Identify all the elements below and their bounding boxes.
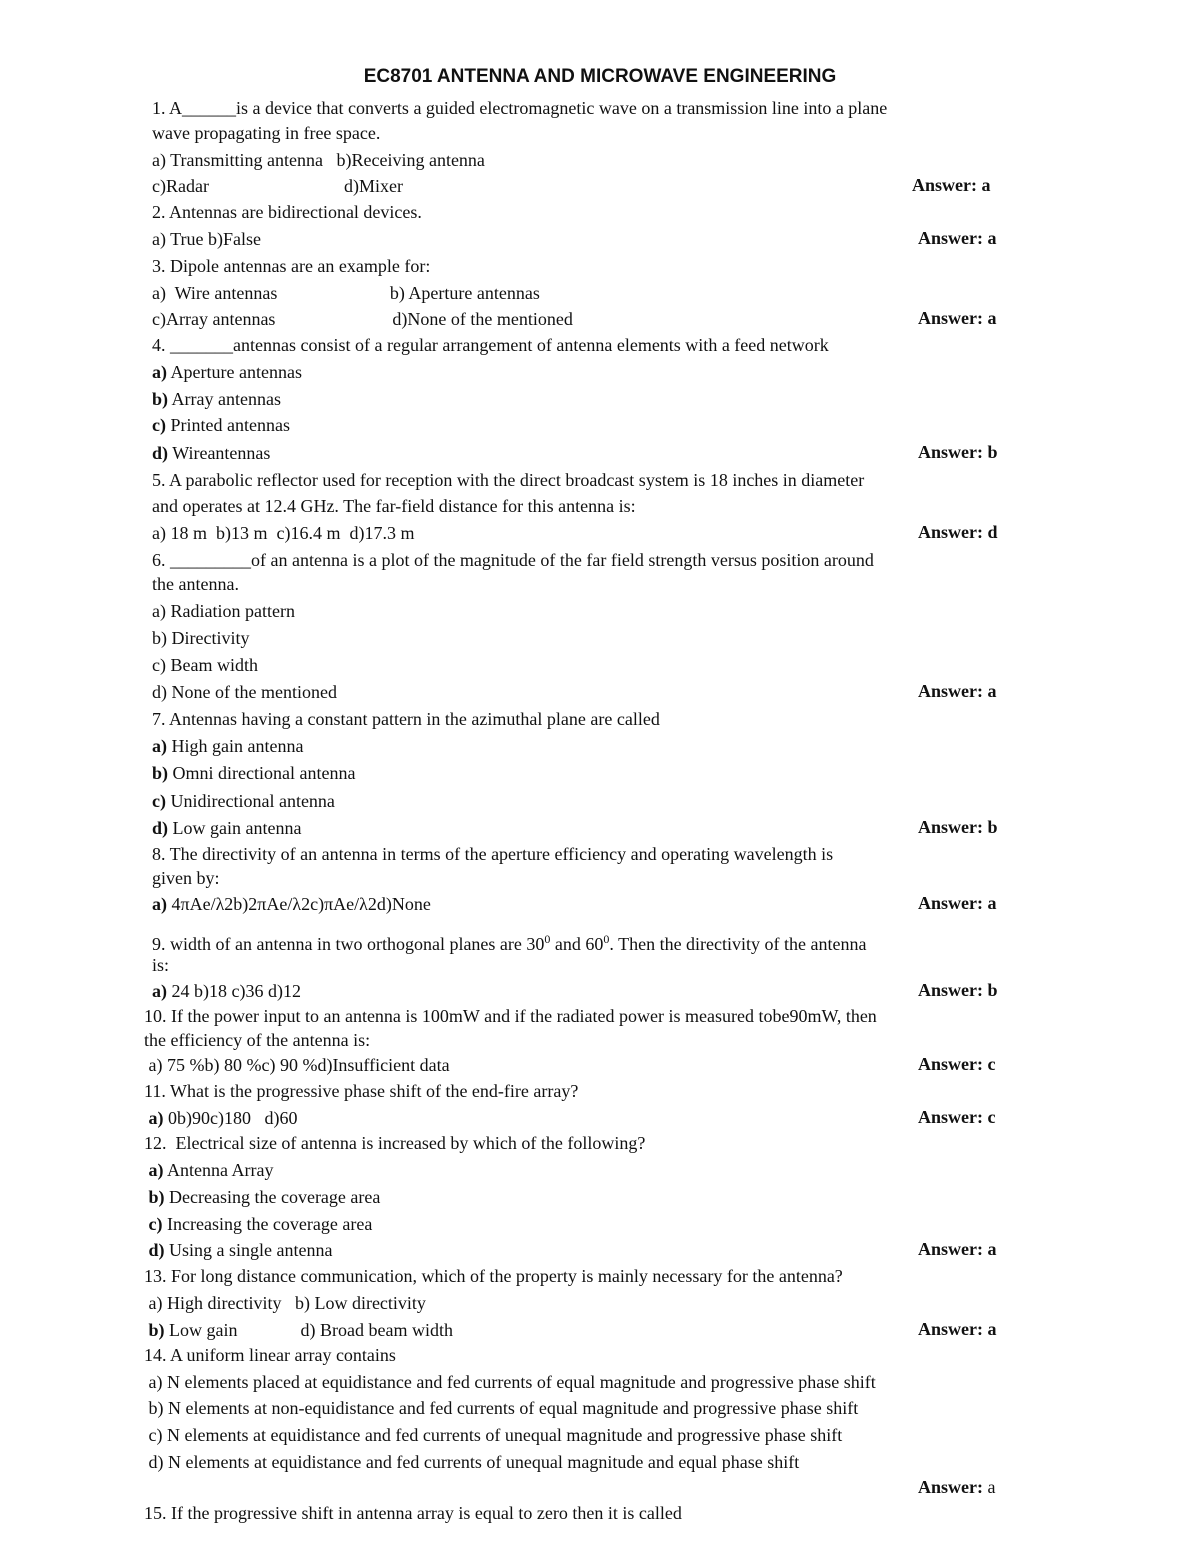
question-14: 14. A uniform linear array contains bbox=[144, 1345, 396, 1365]
question-11: 11. What is the progressive phase shift of the end-fire array? bbox=[144, 1081, 579, 1101]
question-7: 7. Antennas having a constant pattern in the azimuthal plane are called bbox=[152, 709, 660, 729]
q7-option-d: d) Low gain antenna bbox=[152, 818, 302, 838]
q8-answer: Answer: a bbox=[918, 893, 997, 913]
q14-option-c: c) N elements at equidistance and fed currents of unequal magnitude and progressive phase shift bbox=[144, 1425, 843, 1445]
question-5: 5. A parabolic reflector used for reception with the direct broadcast system is 18 inches in diameter bbox=[152, 470, 865, 490]
q4-option-b: b) Array antennas bbox=[152, 389, 281, 409]
question-8-cont: given by: bbox=[152, 868, 220, 888]
q6-option-c: c) Beam width bbox=[152, 655, 258, 675]
q1-answer: Answer: a bbox=[912, 175, 991, 195]
q6-option-a: a) Radiation pattern bbox=[152, 601, 295, 621]
q6-option-b: b) Directivity bbox=[152, 628, 250, 648]
q4-option-a: a) Aperture antennas bbox=[152, 362, 302, 382]
question-10-cont: the efficiency of the antenna is: bbox=[144, 1030, 371, 1050]
q13-options-1: a) High directivity b) Low directivity bbox=[144, 1293, 426, 1313]
question-10: 10. If the power input to an antenna is 100mW and if the radiated power is measured tobe90mW, then bbox=[144, 1006, 877, 1026]
q11-options: a) 0b)90c)180 d)60 bbox=[144, 1108, 298, 1128]
q8-options: a) 4πAe/λ2b)2πAe/λ2c)πAe/λ2d)None bbox=[152, 894, 431, 914]
q7-answer: Answer: b bbox=[918, 817, 998, 837]
question-6: 6. _________of an antenna is a plot of the magnitude of the far field strength versus position around bbox=[152, 550, 874, 570]
q14-option-b: b) N elements at non-equidistance and fed currents of equal magnitude and progressive phase shift bbox=[144, 1398, 859, 1418]
q5-options: a) 18 m b)13 m c)16.4 m d)17.3 m bbox=[152, 523, 415, 543]
q11-answer: Answer: c bbox=[918, 1107, 996, 1127]
q13-options-2: b) Low gain d) Broad beam width bbox=[144, 1320, 453, 1340]
question-8: 8. The directivity of an antenna in terms of the aperture efficiency and operating wavelength is bbox=[152, 844, 834, 864]
q12-option-a: a) Antenna Array bbox=[144, 1160, 274, 1180]
q9-answer: Answer: b bbox=[918, 980, 998, 1000]
question-5-cont: and operates at 12.4 GHz. The far-field distance for this antenna is: bbox=[152, 496, 636, 516]
question-1-cont: wave propagating in free space. bbox=[152, 123, 381, 143]
question-9-cont: is: bbox=[152, 955, 170, 975]
q2-answer: Answer: a bbox=[918, 228, 997, 248]
question-13: 13. For long distance communication, which of the property is mainly necessary for the antenna? bbox=[144, 1266, 843, 1286]
q3-options-1: a) Wire antennas b) Aperture antennas bbox=[152, 283, 540, 303]
q7-option-a: a) High gain antenna bbox=[152, 736, 304, 756]
q3-options-2: c)Array antennas d)None of the mentioned bbox=[152, 309, 573, 329]
q2-options: a) True b)False bbox=[152, 229, 261, 249]
q12-option-d: d) Using a single antenna bbox=[144, 1240, 333, 1260]
q4-option-d: d) Wireantennas bbox=[152, 443, 271, 463]
q4-answer: Answer: b bbox=[918, 442, 998, 462]
question-9: 9. width of an antenna in two orthogonal planes are $30^0$ and $60^0$. Then the directivity of the antenna bbox=[152, 932, 867, 954]
q7-option-b: b) Omni directional antenna bbox=[152, 763, 356, 783]
q6-option-d: d) None of the mentioned bbox=[152, 682, 337, 702]
q12-answer: Answer: a bbox=[918, 1239, 997, 1259]
q14-option-d: d) N elements at equidistance and fed currents of unequal magnitude and equal phase shift bbox=[144, 1452, 800, 1472]
q14-option-a: a) N elements placed at equidistance and fed currents of equal magnitude and progressive phase shift bbox=[144, 1372, 876, 1392]
question-6-cont: the antenna. bbox=[152, 574, 239, 594]
q10-options: a) 75 %b) 80 %c) 90 %d)Insufficient data bbox=[144, 1055, 450, 1075]
question-4: 4. _______antennas consist of a regular arrangement of antenna elements with a feed network bbox=[152, 335, 829, 355]
page-title: EC8701 ANTENNA AND MICROWAVE ENGINEERING bbox=[363, 66, 837, 87]
question-15: 15. If the progressive shift in antenna array is equal to zero then it is called bbox=[144, 1503, 682, 1523]
q13-answer: Answer: a bbox=[918, 1319, 997, 1339]
question-3: 3. Dipole antennas are an example for: bbox=[152, 256, 431, 276]
question-12: 12. Electrical size of antenna is increased by which of the following? bbox=[144, 1133, 646, 1153]
q3-answer: Answer: a bbox=[918, 308, 997, 328]
q9-options: a) 24 b)18 c)36 d)12 bbox=[152, 981, 301, 1001]
q6-answer: Answer: a bbox=[918, 681, 997, 701]
q12-option-c: c) Increasing the coverage area bbox=[144, 1214, 373, 1234]
question-1: 1. A______is a device that converts a guided electromagnetic wave on a transmission line into a plane bbox=[152, 98, 888, 118]
q1-options-1: a) Transmitting antenna b)Receiving antenna bbox=[152, 150, 485, 170]
q5-answer: Answer: d bbox=[918, 522, 998, 542]
q14-answer: Answer: a bbox=[918, 1477, 996, 1497]
q1-options-2: c)Radar d)Mixer bbox=[152, 176, 403, 196]
q4-option-c: c) Printed antennas bbox=[152, 415, 290, 435]
q10-answer: Answer: c bbox=[918, 1054, 996, 1074]
question-2: 2. Antennas are bidirectional devices. bbox=[152, 202, 422, 222]
q7-option-c: c) Unidirectional antenna bbox=[152, 791, 335, 811]
q12-option-b: b) Decreasing the coverage area bbox=[144, 1187, 381, 1207]
